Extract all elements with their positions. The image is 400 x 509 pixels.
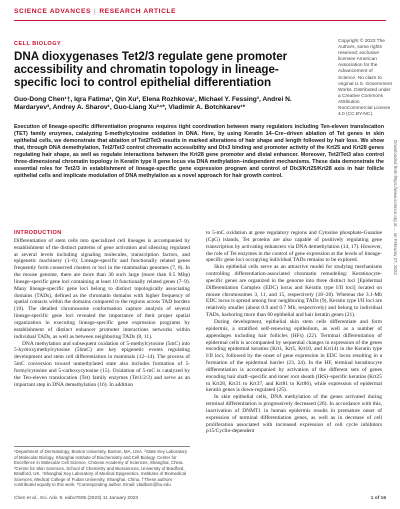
affiliations-footnote: ¹Department of Dermatology, Boston University, Boston, MA, USA. ²State Key Laboratory of Molecular Biology, Shanghai Institute of Biochemistry and Cell Biology, Center for Excellence in Molecular Cell Science, Chinese Academy of Sciences, Shanghai, China. ³Centre for Skin Sciences, School of Chemistry and Biosciences, University of Bradford, Bradford, UK. ⁴Shanghai Key Laboratory of Medical Epigenetics, Institutes of Biomedical Sciences, Medical College of Fudan University, Shanghai, China. †These authors contributed equally to this work. *Corresponding author. Email: vladbotc@bu.edu <box>14 449 188 487</box>
paragraph: During development, epithelial skin stem cells differentiate and form epidermis, a stratified self-renewing epithelium, as well as a number of appendages including hair follicles (HFs) (22). Terminal differentiation of epidermal cells is accompanied by sequential changes in expression of the genes encoding epidermal keratins (Krt1, Krt5, Krt10, and Krt14) in the Keratin type I/II loci, followed by the onset of gene expression in EDC locus resulting in a formation of the epidermal barrier (23, 24). In the HF, terminal keratinocyte differentiation is accompanied by activation of the different sets of genes encoding hair shaft–specific and inner root sheath (IRS)–specific keratins (Krt25 to Krt28, Krt31 to Krt37, and Krt81 to Krt86), while expression of epidermal keratin genes is down-regulated (25). <box>206 318 382 394</box>
author-list: Guo-Dong Chen¹†, Iqra Fatima¹, Qin Xu², Elena Rozhkova¹, Michael Y. Fessing³, Andrei N. Mardaryev³, Andrey A. Sharov¹, Guo-Liang Xu²⁴*, Vladimir A. Botchkarev¹* <box>14 96 292 112</box>
intro-heading: INTRODUCTION <box>14 230 62 236</box>
download-watermark: Downloaded from https://www.science.org at ... on February 27, 2023 <box>393 140 398 275</box>
section-label: CELL BIOLOGY <box>14 41 62 47</box>
left-column <box>14 230 190 388</box>
paragraph: Differentiation of stem cells into specialized cell lineages is accompanied by establishment of the distinct patterns of gene activation and silencing regulated at several levels including signaling molecules, transcription factors, and epigenetic machinery (1–6). Lineage-specific and functionally related genes frequently form conserved clusters or loci in the mammalian genomes (7, 8). In the mouse genome, there are more than 30 such large (more than 0.5 Mbp) lineage-specific gene loci containing at least 10 functionally related genes (7–9). Many lineage-specific gene loci belong to distinct topologically associating domains (TADs), defined as the chromatin domains with higher frequency of spatial contacts within the domains compared to the regions across TAD borders (10). The detailed chromosome conformation capture analysis of several lineage-specific gene loci revealed the importance of their proper spatial organization in executing lineage-specific gene expression programs by establishment of distinct enhancer promoter interactions networks within individual TADs, as well as between neighboring TADs (8, 11). <box>14 237 190 340</box>
paragraph: Skin epithelial cells serve as an attractive model for studying mechanisms controlling differentiation-associated chromatin remodeling: Keratinocyte-specific genes are organized in the genome into three distinct loci [Epidermal Differentiation Complex (EDC) locus and Keratin type I/II loci] located on mouse chromosomes 3, 11, and 15, respectively (18–20). Whereas the 3.1-Mb EDC locus is spread among four neighboring TADs (9), Keratin type I/II loci are relatively smaller (about 0.9 and 0.7 Mb, respectively) and belong to individual TADs, harboring more than 60 epithelial and hair keratin genes (21). <box>206 264 382 319</box>
paragraph: In skin epithelial cells, DNA methylation of the genes activated during terminal differentiation is progressively decreased (26). In accordance with this, inactivation of DNMT1 in human epidermis results in premature onset of expression of terminal differentiation genes, as well as in decrease of cell proliferation associated with increased expression of cell cycle inhibitors p15/Cyclin-dependent <box>206 394 382 435</box>
abstract: Execution of lineage-specific differentiation programs requires tight coordination between many regulators including Ten-eleven translocation (TET) family enzymes, catalyzing 5-methylcytosine oxidation in DNA. Here, by using Keratin 14–Cre–driven ablation of Tet genes in skin epithelial cells, we demonstrate that ablation of Tet2/Tet3 results in marked alterations of hair shape and length followed by hair loss. We show that, through DNA demethylation, Tet2/Tet3 control chromatin accessibility and Dlx3 binding and promoter activity of the Krt25 and Krt28 genes regulating hair shape, as well as regulate interactions between the Krt28 gene promoter and distal enhancer. Moreover, Tet2/Tet3 also control three-dimensional chromatin topology in Keratin type II gene locus via DNA methylation–independent mechanisms. These data demonstrate the essential roles for Tet2/3 in establishment of lineage-specific gene expression program and control of Dlx3/Krt25/Krt28 axis in hair follicle epithelial cells and implicate modulation of DNA methylation as a novel approach for hair growth control. <box>14 124 384 179</box>
article-title: DNA dioxygenases Tet2/3 regulate gene promoter accessibility and chromatin topology in lineage-specific loci to control epithelial differentiation <box>14 50 288 90</box>
copyright-notice: Copyright © 2023 The Authors, some rights reserved; exclusive licensee American Association for the Advancement of Science. No claim to original U.S. Government Works. Distributed under a Creative Commons Attribution NonCommercial License 4.0 (CC BY-NC). <box>338 39 392 118</box>
header-rule <box>14 20 386 21</box>
article-type: RESEARCH ARTICLE <box>99 8 177 15</box>
header-separator: | <box>94 8 97 15</box>
page-number: 1 of 16 <box>370 496 386 501</box>
paragraph: DNA methylation and subsequent oxidation of 5-methylcytosine (5mC) into 5-hydroxymethylcytosine (5hmC) are key epigenetic events regulating development and stem cell differentiation in mammals (12–14). The process of 5mC conversion toward unmethylated state also includes formation of 5-formylcytosine and 5-carboxycytosine (15). Oxidation of 5-mC is catalyzed by the Ten-eleven translocation (Tet) family enzymes (Tet1/2/3) and serve as an important step in DNA demethylation (16). In addition <box>14 340 190 388</box>
right-column <box>206 230 382 435</box>
citation: Chen et al., Sci. Adv. 9, eabo7605 (2023) 11 January 2023 <box>14 496 139 501</box>
footnote-rule <box>14 446 190 447</box>
journal-name: SCIENCE ADVANCES <box>14 8 92 15</box>
paragraph: to 5-mC oxidation at gene regulatory regions and Cytosine phosphate-Guanine (CpG) islands, Tet proteins are also capable of positively regulating gene transcription by activating enhancers via DNA demethylation (14, 17). However, the role of Tet enzymes in the control of gene expression at the levels of lineage-specific gene loci occupying individual TADs remains to be explored. <box>206 230 382 264</box>
